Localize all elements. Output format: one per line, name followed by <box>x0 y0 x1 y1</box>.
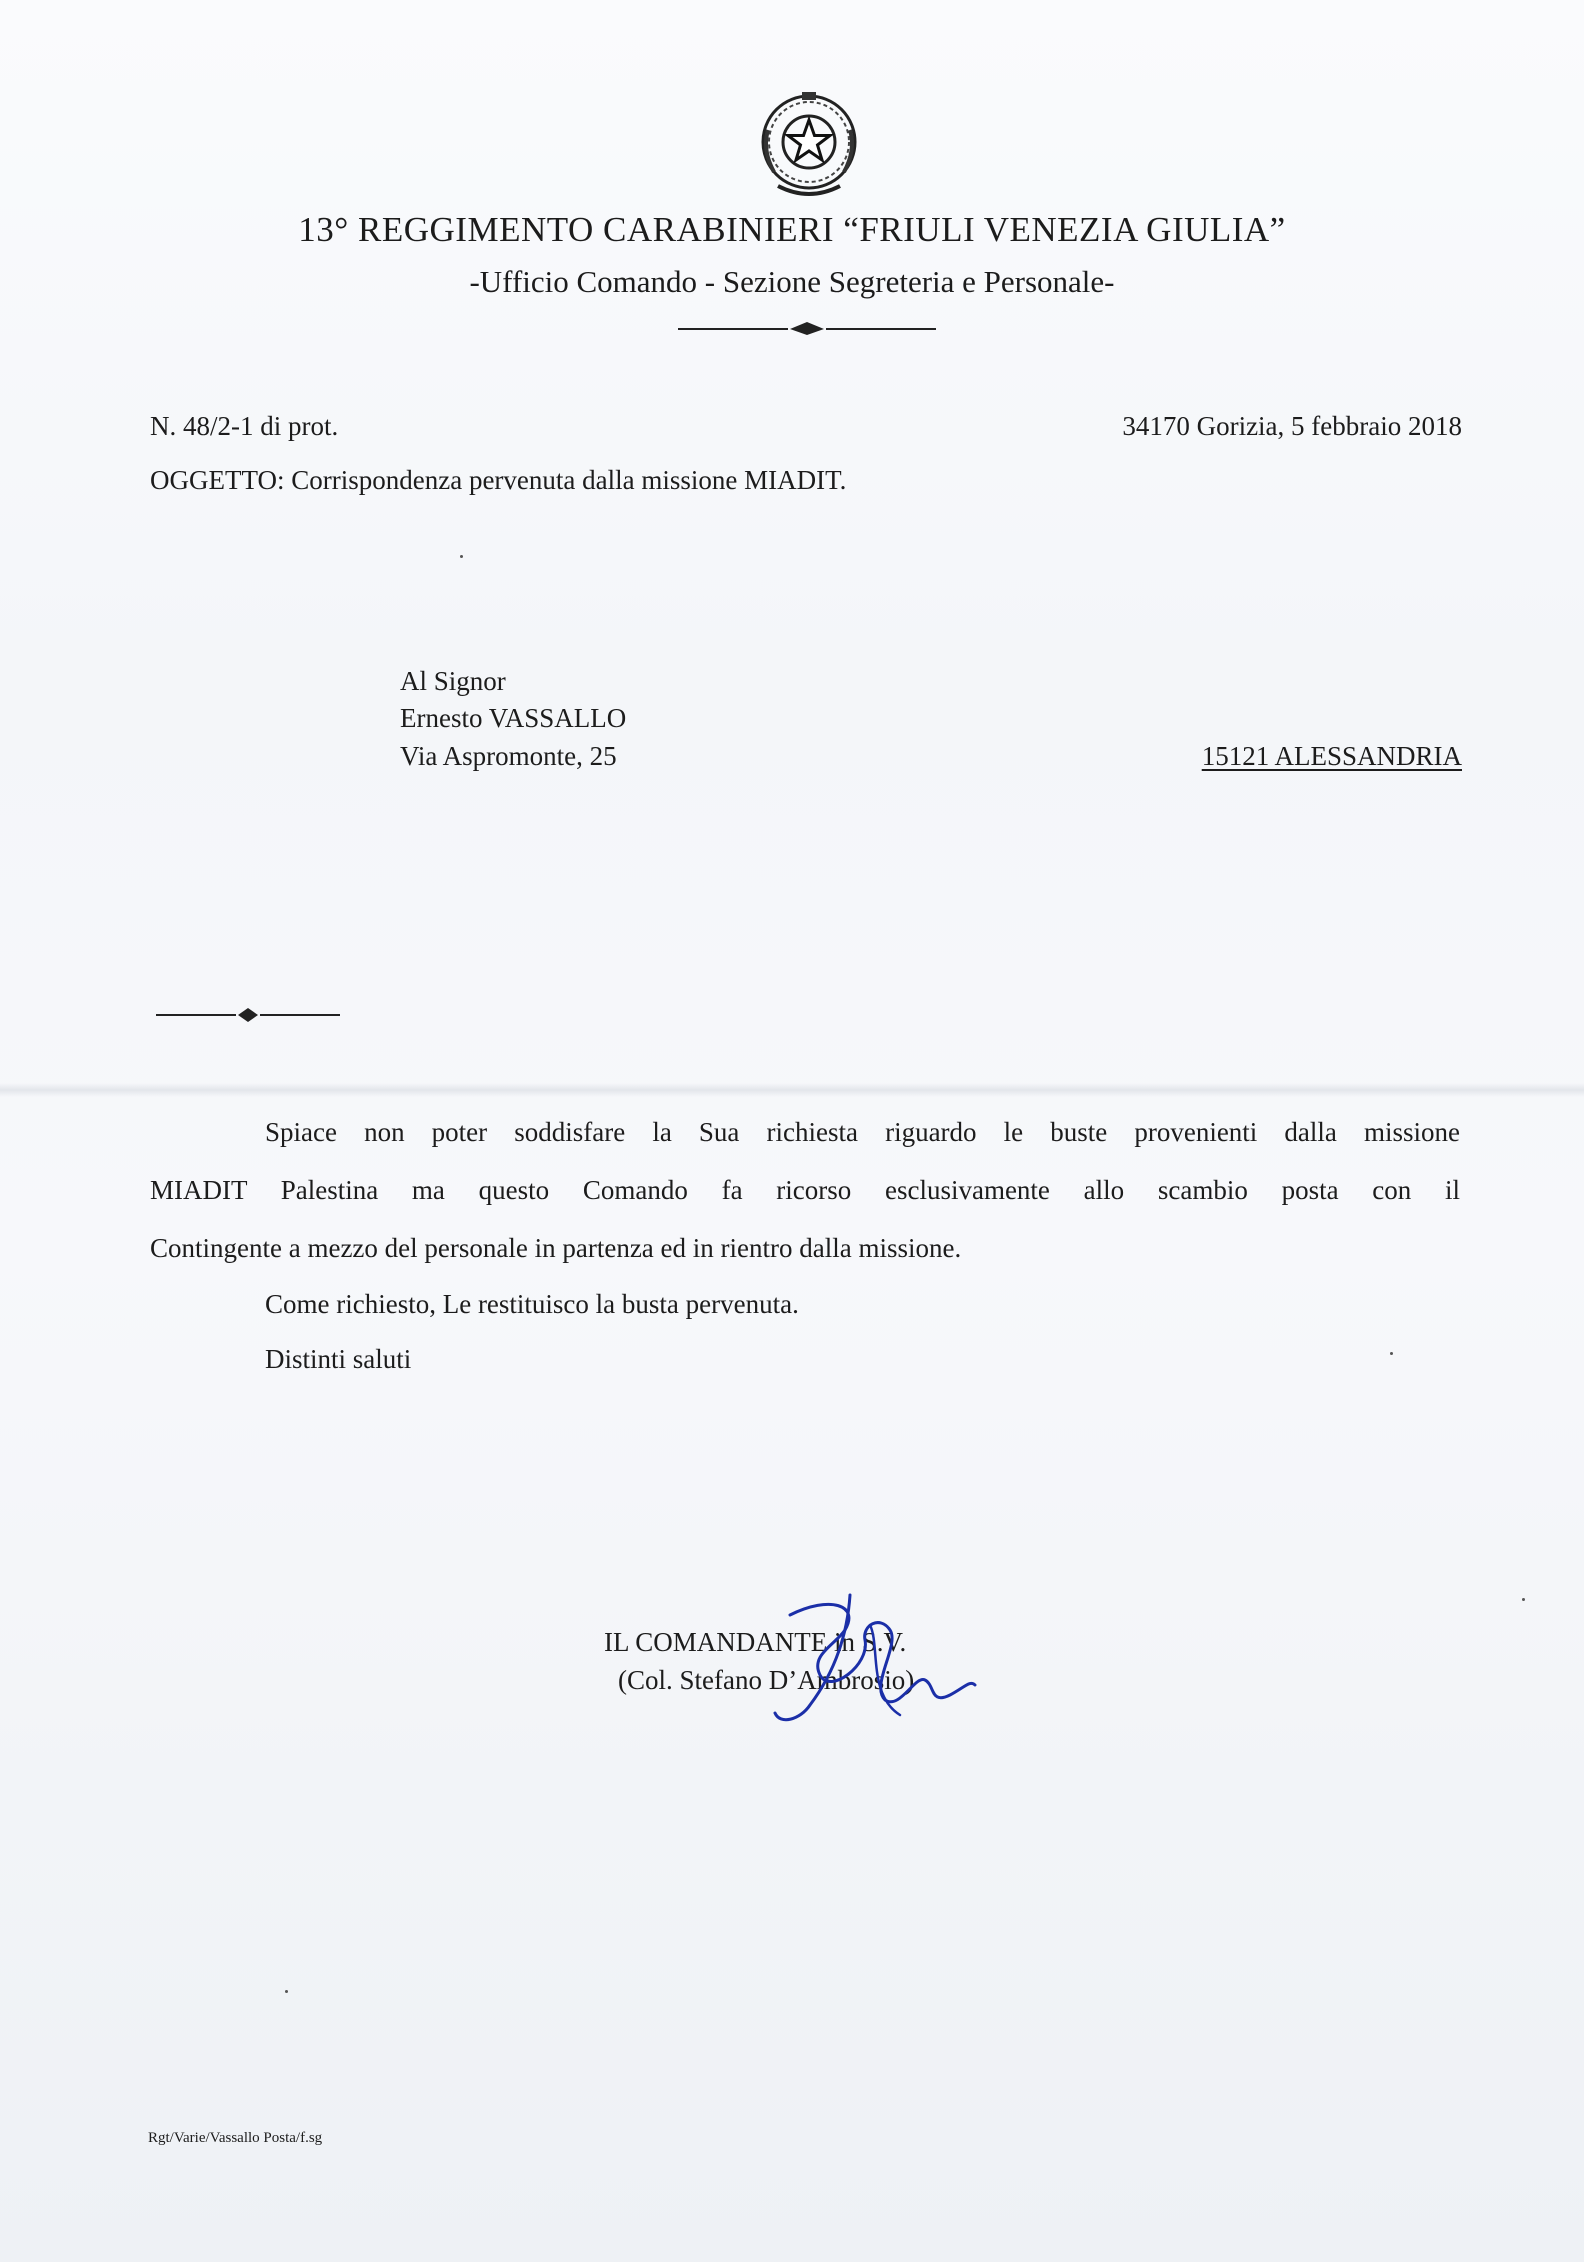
paper-speck <box>460 555 463 558</box>
body-divider-ornament <box>156 1005 340 1025</box>
recipient-name: Ernesto VASSALLO <box>400 703 627 733</box>
paper-speck <box>285 1990 288 1993</box>
protocol-number: N. 48/2-1 di prot. <box>150 411 339 441</box>
body-paragraph-line-4: Come richiesto, Le restituisco la busta pervenuta. <box>265 1289 799 1319</box>
handwritten-signature <box>750 1585 980 1745</box>
recipient-salutation: Al Signor <box>400 666 506 696</box>
closing-greeting: Distinti saluti <box>265 1344 412 1374</box>
paper-fold-line <box>0 1083 1584 1097</box>
recipient-street: Via Aspromonte, 25 <box>400 741 617 771</box>
body-paragraph-line-1: Spiace non poter soddisfare la Sua richiesta riguardo le buste provenienti dalla missione <box>265 1117 1460 1147</box>
paper-speck <box>1390 1352 1393 1355</box>
signatory-title: IL COMANDANTE in S.V. <box>604 1627 907 1657</box>
footer-file-reference: Rgt/Varie/Vassallo Posta/f.sg <box>148 2130 323 2146</box>
unit-title: 13° REGGIMENTO CARABINIERI “FRIULI VENEZIA GIULIA” <box>298 210 1286 249</box>
signatory-name: (Col. Stefano D’Ambrosio) <box>618 1665 915 1695</box>
republic-emblem-icon <box>756 90 862 202</box>
body-paragraph-line-3: Contingente a mezzo del personale in partenza ed in rientro dalla missione. <box>150 1233 962 1263</box>
subject-line: OGGETTO: Corrispondenza pervenuta dalla missione MIADIT. <box>150 465 847 495</box>
paper-speck <box>1522 1598 1525 1601</box>
office-subtitle: -Ufficio Comando - Sezione Segreteria e Personale- <box>469 264 1115 299</box>
header-divider-ornament <box>678 318 936 338</box>
place-and-date: 34170 Gorizia, 5 febbraio 2018 <box>1122 411 1462 441</box>
body-paragraph-line-2: MIADIT Palestina ma questo Comando fa ricorso esclusivamente allo scambio posta con il <box>150 1175 1460 1205</box>
recipient-city: 15121 ALESSANDRIA <box>1201 741 1462 771</box>
